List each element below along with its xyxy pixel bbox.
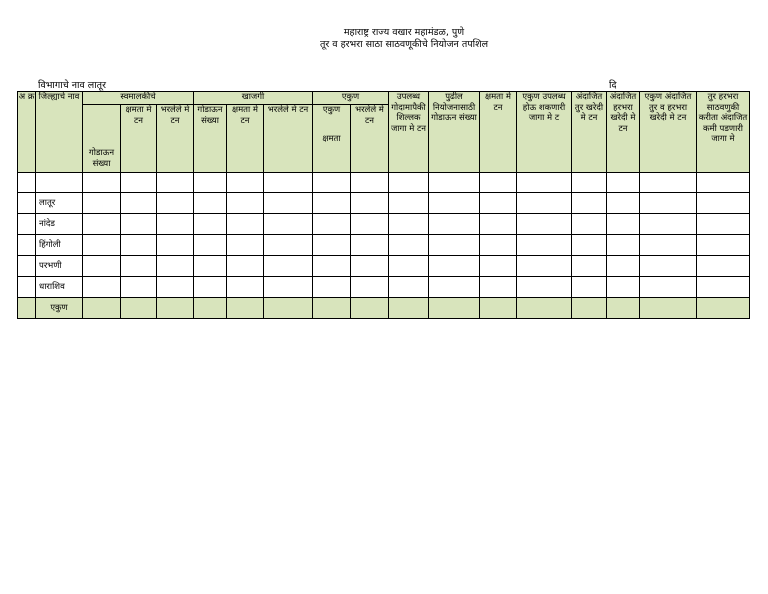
table-cell (194, 193, 227, 214)
table-cell (572, 214, 607, 235)
table-cell (480, 256, 517, 277)
table-cell (227, 214, 264, 235)
table-cell (313, 277, 351, 298)
table-cell (157, 193, 194, 214)
table-cell (264, 214, 313, 235)
table-cell (157, 214, 194, 235)
table-cell (517, 193, 572, 214)
table-cell (264, 277, 313, 298)
col-header-total-group: एकुण (313, 92, 389, 105)
district-name: लातूर (36, 193, 83, 214)
table-row (18, 256, 750, 277)
table-cell (121, 277, 157, 298)
table-cell (313, 214, 351, 235)
table-cell (640, 214, 697, 235)
district-name: परभणी (36, 256, 83, 277)
table-cell (389, 193, 429, 214)
table-cell (121, 235, 157, 256)
table-cell (697, 193, 750, 214)
table-cell (517, 214, 572, 235)
table-cell (572, 277, 607, 298)
table-row (18, 193, 750, 214)
table-cell (313, 235, 351, 256)
table-cell (389, 256, 429, 277)
total-sub-label: एकुण (322, 105, 341, 115)
table-cell (389, 277, 429, 298)
table-cell (607, 277, 640, 298)
col-header-own: स्वमालकीचे (83, 92, 194, 105)
table-cell (83, 193, 121, 214)
storage-planning-table (17, 91, 750, 319)
table-cell (429, 193, 480, 214)
table-cell (194, 235, 227, 256)
table-cell (640, 256, 697, 277)
col-header-est-tur: अंदाजित तुर खरेदी मे टन (572, 92, 607, 173)
table-cell (607, 235, 640, 256)
table-cell (121, 193, 157, 214)
col-header-shortfall: तुर हरभरा साठवणुकी करीता अंदाजित कमी पडणारी जागा मे (697, 92, 750, 173)
report-subtitle: तूर व हरभरा साठा साठवणूकीचे नियोजन तपशिल (319, 39, 489, 50)
table-cell (227, 256, 264, 277)
table-cell (697, 214, 750, 235)
table-cell (194, 277, 227, 298)
table-cell (83, 277, 121, 298)
table-cell (194, 214, 227, 235)
table-cell (18, 235, 36, 256)
col-header-district: जिल्ह्याचे नाव (36, 92, 83, 173)
col-header-capacity-mt2: क्षमता मे टन (480, 92, 517, 173)
table-cell (697, 256, 750, 277)
table-cell (351, 193, 389, 214)
date-label: दि (609, 80, 617, 91)
table-cell (157, 277, 194, 298)
table-cell (157, 235, 194, 256)
table-cell (572, 235, 607, 256)
col-header-own-godowns: गोडाऊन संख्या (83, 105, 121, 173)
table-cell (607, 193, 640, 214)
table-cell (83, 235, 121, 256)
table-cell (429, 277, 480, 298)
table-cell (429, 256, 480, 277)
table-cell (194, 256, 227, 277)
col-header-private-filled: भरलेले मे टन (264, 105, 313, 173)
table-row (18, 277, 750, 298)
table-cell (121, 214, 157, 235)
col-header-total-sub (313, 105, 351, 173)
table-cell (640, 193, 697, 214)
table-cell (517, 277, 572, 298)
col-header-available-balance: उपलब्ध गोदामापैकी शिल्लक जागा मे टन (389, 92, 429, 173)
table-cell (607, 214, 640, 235)
col-header-private-capacity: क्षमता मे टन (227, 105, 264, 173)
table-cell (83, 256, 121, 277)
table-cell (607, 256, 640, 277)
district-name: हिंगोली (36, 235, 83, 256)
table-cell (18, 214, 36, 235)
col-header-private: खाजगी (194, 92, 313, 105)
col-header-total-est: एकुण अंदाजित तुर व हरभरा खरेदी मे टन (640, 92, 697, 173)
table-cell (18, 256, 36, 277)
district-name: नांदेड (36, 214, 83, 235)
table-row (18, 214, 750, 235)
total-row-label: एकुण (36, 298, 83, 319)
table-cell (313, 193, 351, 214)
table-cell (480, 277, 517, 298)
table-cell (389, 214, 429, 235)
table-cell (640, 277, 697, 298)
col-header-own-capacity: क्षमता मे टन (121, 105, 157, 173)
table-cell (264, 235, 313, 256)
district-name: धाराशिव (36, 277, 83, 298)
table-cell (517, 235, 572, 256)
table-cell (640, 235, 697, 256)
table-cell (351, 256, 389, 277)
table-cell (480, 193, 517, 214)
report-title: महाराष्ट्र राज्य वखार महामंडळ, पुणे (343, 27, 465, 38)
table-cell (429, 214, 480, 235)
table-cell (18, 277, 36, 298)
col-header-own-filled: भरलेले मे टन (157, 105, 194, 173)
table-cell (572, 256, 607, 277)
capacity-sub-label: क्षमता (322, 133, 341, 144)
table-cell (480, 235, 517, 256)
table-cell (264, 193, 313, 214)
table-cell (351, 214, 389, 235)
table-cell (351, 235, 389, 256)
table-cell (227, 277, 264, 298)
table-cell (517, 256, 572, 277)
table-cell (157, 256, 194, 277)
table-cell (83, 214, 121, 235)
table-cell (18, 193, 36, 214)
table-cell (480, 214, 517, 235)
table-cell (121, 256, 157, 277)
col-header-sr: अ क्र (18, 92, 36, 173)
department-label: विभागाचे नाव लातूर (38, 80, 106, 91)
col-header-total-available-space: एकुण उपलब्ध होऊ शकणारी जागा मे ट (517, 92, 572, 173)
table-cell (227, 193, 264, 214)
table-cell (572, 193, 607, 214)
table-cell (351, 277, 389, 298)
table-cell (264, 256, 313, 277)
table-cell (313, 256, 351, 277)
col-header-total-filled: भरलेले मे टन (351, 105, 389, 173)
col-header-est-harbhara: अंदाजित हरभरा खरेदी मे टन (607, 92, 640, 173)
table-cell (429, 235, 480, 256)
table-row (18, 235, 750, 256)
table-cell (697, 277, 750, 298)
table-cell (389, 235, 429, 256)
col-header-planned-godowns: पुढील नियोजनासाठी गोडाऊन संख्या (429, 92, 480, 173)
table-cell (227, 235, 264, 256)
col-header-private-godowns: गोडाऊन संख्या (194, 105, 227, 173)
table-cell (697, 235, 750, 256)
